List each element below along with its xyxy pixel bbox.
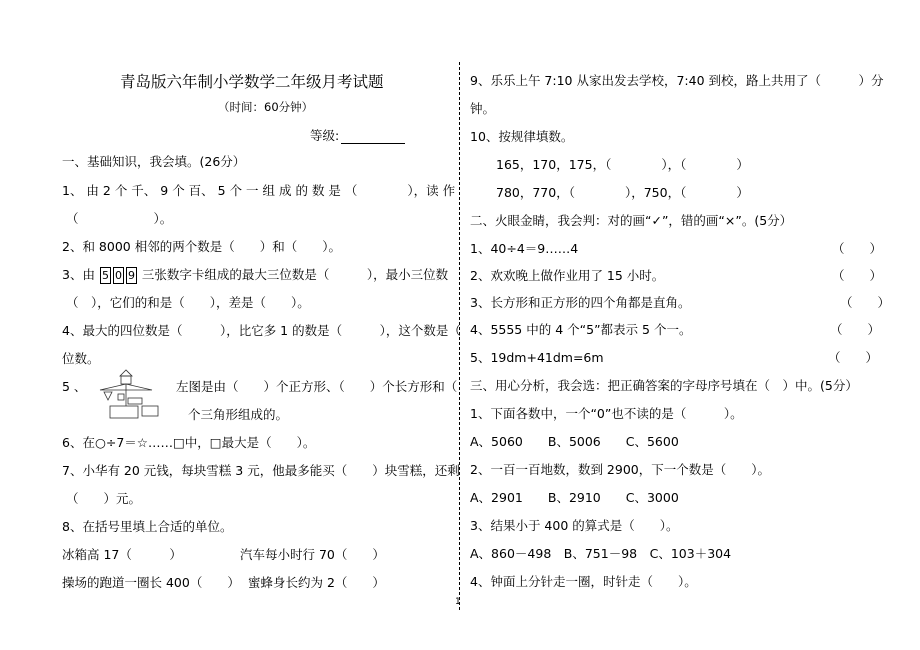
column-divider xyxy=(459,62,460,610)
choice-3: 3、结果小于 400 的算式是（ ）。 xyxy=(470,518,679,533)
digit-card: 5 xyxy=(101,269,109,282)
question-8-item-d: 蜜蜂身长约为 2（ ） xyxy=(248,575,385,590)
question-8: 8、在括号里填上合适的单位。 xyxy=(62,519,233,534)
judge-4-answer[interactable]: （ ） xyxy=(830,322,881,337)
grade-label: 等级: xyxy=(310,128,340,143)
question-9-line-b: 钟。 xyxy=(470,101,496,116)
choice-1-options: A、5060 B、5006 C、5600 xyxy=(470,434,679,449)
question-1-line-b: （ ）。 xyxy=(66,211,173,226)
question-7-line-a: 7、小华有 20 元钱，每块雪糕 3 元，他最多能买（ ）块雪糕，还剩 xyxy=(62,463,460,478)
question-8-item-c: 操场的跑道一圈长 400（ ） xyxy=(62,575,240,590)
grade-blank[interactable] xyxy=(341,131,405,144)
judge-1: 1、40÷4＝9……4 xyxy=(470,241,579,256)
choice-4: 4、钟面上分针走一圈，时针走（ ）。 xyxy=(470,574,697,589)
question-8-item-b: 汽车每小时行 70（ ） xyxy=(240,547,385,562)
digit-card: 9 xyxy=(127,269,135,282)
section-1-heading: 一、基础知识，我会填。(26分） xyxy=(62,154,246,169)
shapes-figure-icon xyxy=(98,368,170,426)
section-3-heading: 三、用心分析，我会选：把正确答案的字母序号填在（ ）中。(5分） xyxy=(470,378,858,393)
question-10-sequence-b: 780，770，（ ），750，（ ） xyxy=(496,185,749,200)
judge-2: 2、欢欢晚上做作业用了 15 小时。 xyxy=(470,268,665,283)
question-3-prefix: 3、由 xyxy=(62,267,95,282)
question-5-line-a: 左图是由（ ）个正方形、（ ）个长方形和（ xyxy=(176,379,458,394)
judge-3-answer[interactable]: （ ） xyxy=(840,295,891,310)
question-3-line-a xyxy=(62,265,448,284)
judge-5: 5、19dm+41dm=6m xyxy=(470,350,604,365)
question-6: 6、在○÷7＝☆……□中，□最大是（ ）。 xyxy=(62,435,316,450)
digit-card: 0 xyxy=(114,269,122,282)
question-7-line-b: （ ）元。 xyxy=(66,491,142,506)
question-8-item-a: 冰箱高 17（ ） xyxy=(62,547,182,562)
question-5-line-b: 个三角形组成的。 xyxy=(188,407,289,422)
grade-field xyxy=(310,126,405,144)
judge-1-answer[interactable]: （ ） xyxy=(832,241,883,256)
question-3-text: 三张数字卡组成的最大三位数是（ ），最小三位数 xyxy=(141,267,449,282)
question-5-number: 5 、 xyxy=(62,379,87,394)
question-10-sequence-a: 165，170，175，（ ），（ ） xyxy=(496,157,749,172)
exam-time: （时间：60分钟） xyxy=(218,100,314,114)
judge-3: 3、长方形和正方形的四个角都是直角。 xyxy=(470,295,691,310)
judge-2-answer[interactable]: （ ） xyxy=(832,268,883,283)
section-2-heading: 二、火眼金睛，我会判：对的画“✓”，错的画“×”。(5分） xyxy=(470,213,793,228)
exam-title: 青岛版六年制小学数学二年级月考试题 xyxy=(120,73,384,91)
question-4-line-a: 4、最大的四位数是（ ），比它多 1 的数是（ ），这个数是（ xyxy=(62,323,461,338)
choice-2-options: A、2901 B、2910 C、3000 xyxy=(470,490,679,505)
choice-1: 1、下面各数中，一个“0”也不读的是（ ）。 xyxy=(470,406,743,421)
question-3-line-b: （ ），它们的和是（ ），差是（ ）。 xyxy=(66,295,310,310)
question-2: 2、和 8000 相邻的两个数是（ ）和（ ）。 xyxy=(62,239,341,254)
question-4-line-b: 位数。 xyxy=(62,351,100,366)
choice-3-options: A、860－498 B、751－98 C、103＋304 xyxy=(470,546,732,561)
question-10: 10、按规律填数。 xyxy=(470,129,574,144)
question-1-line-a: 1、 由 2 个 千、 9 个 百、 5 个 一 组 成 的 数 是 （ ），读 作 xyxy=(62,183,456,198)
question-9-line-a: 9、乐乐上午 7:10 从家出发去学校，7:40 到校，路上共用了（ ）分 xyxy=(470,73,884,88)
judge-5-answer[interactable]: （ ） xyxy=(828,350,879,365)
choice-2: 2、一百一百地数，数到 2900，下一个数是（ ）。 xyxy=(470,462,770,477)
page-number: 1 xyxy=(455,597,461,607)
judge-4: 4、5555 中的 4 个“5”都表示 5 个一。 xyxy=(470,322,692,337)
